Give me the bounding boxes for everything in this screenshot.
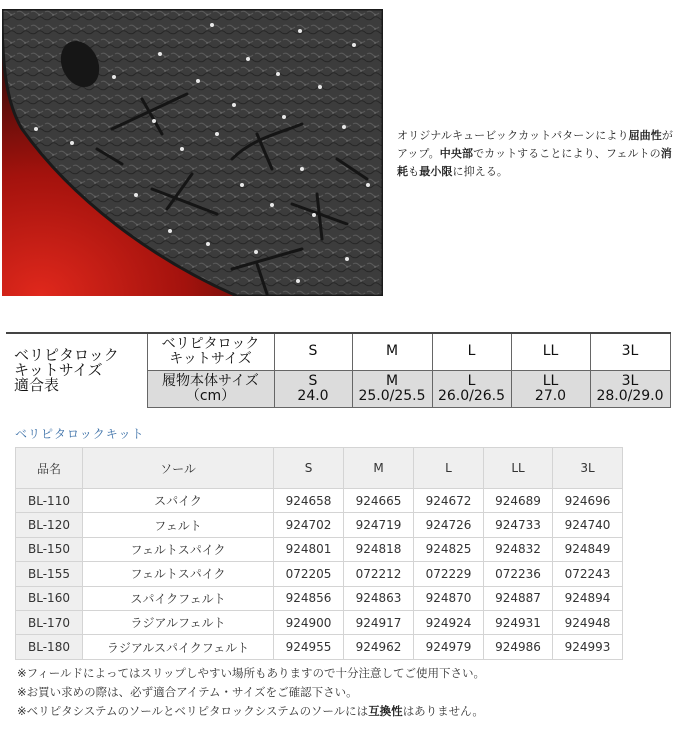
code-m: 924962 xyxy=(344,635,414,659)
code-3l: 924696 xyxy=(553,489,623,513)
code-l: 924924 xyxy=(414,610,484,634)
sole-type: ラジアルフェルト xyxy=(83,610,274,634)
code-s: 072205 xyxy=(274,562,344,586)
sole-type: ラジアルスパイクフェルト xyxy=(83,635,274,659)
header-size-ll: LL xyxy=(484,448,553,489)
code-s: 924856 xyxy=(274,586,344,610)
code-ll: 924689 xyxy=(484,489,553,513)
code-ll: 924733 xyxy=(484,513,553,537)
code-s: 924801 xyxy=(274,537,344,561)
code-ll: 924931 xyxy=(484,610,553,634)
description-segment: に抑える。 xyxy=(452,165,509,178)
sole-type: フェルト xyxy=(83,513,274,537)
code-m: 072212 xyxy=(344,562,414,586)
description-segment: 消耗 xyxy=(397,147,672,178)
description-segment: でカットすることにより、フェルトの xyxy=(473,147,661,160)
description-segment: 屈曲性 xyxy=(628,129,662,142)
table-row xyxy=(16,513,623,537)
code-s: 924955 xyxy=(274,635,344,659)
product-photo-felt-sole xyxy=(2,9,383,296)
kit-section-title: ベリピタロックキット xyxy=(15,427,145,441)
code-s: 924702 xyxy=(274,513,344,537)
product-code: BL-120 xyxy=(16,513,83,537)
header-size-3l: 3L xyxy=(553,448,623,489)
product-code: BL-110 xyxy=(16,489,83,513)
sole-type: スパイク xyxy=(83,489,274,513)
table-row xyxy=(16,489,623,513)
description-segment: がアップ。 xyxy=(397,129,673,160)
code-m: 924917 xyxy=(344,610,414,634)
code-s: 924900 xyxy=(274,610,344,634)
sole-type: フェルトスパイク xyxy=(83,537,274,561)
description-segment: も xyxy=(408,165,420,178)
table-row xyxy=(16,562,623,586)
code-3l: 924740 xyxy=(553,513,623,537)
size-compatibility-table xyxy=(6,332,671,408)
header-sole: ソール xyxy=(83,448,274,489)
code-m: 924863 xyxy=(344,586,414,610)
shoe-size-s: S 24.0 xyxy=(274,370,352,407)
product-description xyxy=(397,127,682,181)
sole-type: フェルトスパイク xyxy=(83,562,274,586)
code-l: 072229 xyxy=(414,562,484,586)
table-row xyxy=(16,635,623,659)
code-ll: 924887 xyxy=(484,586,553,610)
code-l: 924672 xyxy=(414,489,484,513)
shoe-size-3l: 3L 28.0/29.0 xyxy=(590,370,670,407)
code-m: 924818 xyxy=(344,537,414,561)
code-ll: 072236 xyxy=(484,562,553,586)
header-size-m: M xyxy=(344,448,414,489)
code-3l: 924993 xyxy=(553,635,623,659)
product-code: BL-180 xyxy=(16,635,83,659)
code-3l: 924894 xyxy=(553,586,623,610)
product-code: BL-170 xyxy=(16,610,83,634)
kit-product-table xyxy=(15,447,623,660)
header-size-s: S xyxy=(274,448,344,489)
felt-sole-illustration xyxy=(2,9,383,296)
kit-table-header xyxy=(16,448,623,489)
shoe-size-m: M 25.0/25.5 xyxy=(352,370,432,407)
kit-size-label: ベリピタロック キットサイズ xyxy=(147,333,274,370)
header-size-l: L xyxy=(414,448,484,489)
shoe-size-l: L 26.0/26.5 xyxy=(432,370,511,407)
code-3l: 924849 xyxy=(553,537,623,561)
description-segment: オリジナルキュービックカットパターンにより xyxy=(397,129,629,142)
product-code: BL-150 xyxy=(16,537,83,561)
sole-type: スパイクフェルト xyxy=(83,586,274,610)
note-check-size: ※お買い求めの際は、必ず適合アイテム・サイズをご確認下さい。 xyxy=(17,685,358,699)
kit-size-3l: 3L xyxy=(590,333,670,370)
code-m: 924665 xyxy=(344,489,414,513)
table-row xyxy=(16,610,623,634)
code-3l: 072243 xyxy=(553,562,623,586)
kit-size-m: M xyxy=(352,333,432,370)
code-l: 924870 xyxy=(414,586,484,610)
product-code: BL-155 xyxy=(16,562,83,586)
table-row xyxy=(16,586,623,610)
code-3l: 924948 xyxy=(553,610,623,634)
table-row xyxy=(16,537,623,561)
note-slip-caution: ※フィールドによってはスリップしやすい場所もありますので十分注意してご使用下さい。 xyxy=(17,666,486,680)
description-segment: 中央部 xyxy=(439,147,474,160)
code-ll: 924986 xyxy=(484,635,553,659)
code-s: 924658 xyxy=(274,489,344,513)
notes xyxy=(17,664,485,721)
code-ll: 924832 xyxy=(484,537,553,561)
note-compatibility: ※ベリピタシステムのソールとベリピタロックシステムのソールには互換性はありません。 xyxy=(17,704,484,718)
header-product-name: 品名 xyxy=(16,448,83,489)
shoe-size-ll: LL 27.0 xyxy=(511,370,590,407)
shoe-size-label: 履物本体サイズ （cm） xyxy=(147,370,274,407)
kit-size-s: S xyxy=(274,333,352,370)
product-code: BL-160 xyxy=(16,586,83,610)
code-l: 924825 xyxy=(414,537,484,561)
kit-size-l: L xyxy=(432,333,511,370)
kit-size-ll: LL xyxy=(511,333,590,370)
description-segment: 最小限 xyxy=(419,165,453,178)
code-l: 924726 xyxy=(414,513,484,537)
code-m: 924719 xyxy=(344,513,414,537)
code-l: 924979 xyxy=(414,635,484,659)
compat-table-title: ベリピタロック キットサイズ 適合表 xyxy=(6,333,147,407)
